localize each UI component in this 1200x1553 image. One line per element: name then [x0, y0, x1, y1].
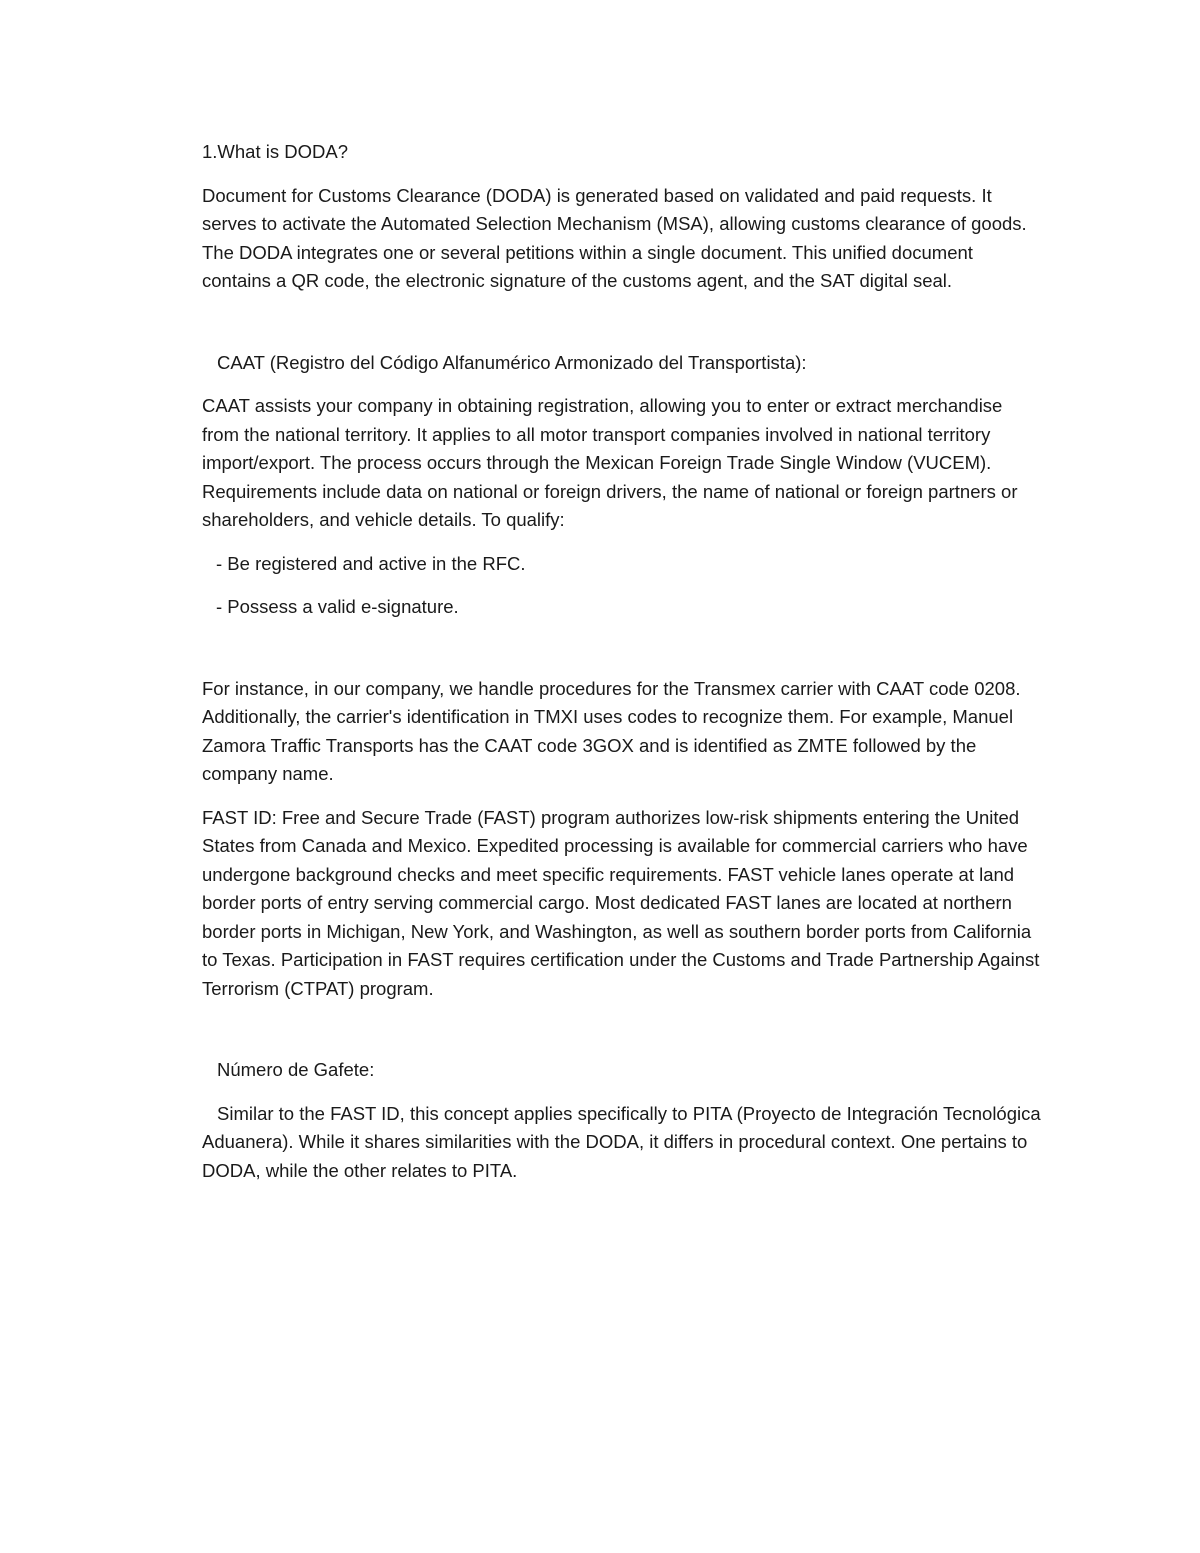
document-page	[202, 138, 1042, 1200]
example-paragraph: For instance, in our company, we handle procedures for the Transmex carrier with CAAT code 0208. Additionally, the carrier's identification in TMXI uses codes to recognize them. For example, Manuel Zamora Traffic Transports has the CAAT code 3GOX and is identified as ZMTE followed by the company name.	[202, 677, 1021, 784]
gafete-paragraph-text: Similar to the FAST ID, this concept applies specifically to PITA (Proyecto de Integración Tecnológica Aduanera). While it shares similarities with the DODA, it differs in procedural context. One pertains to DODA, while the other relates to PITA.	[202, 1102, 1041, 1181]
caat-requirement-esignature: - Possess a valid e-signature.	[216, 596, 459, 617]
fast-paragraph: FAST ID: Free and Secure Trade (FAST) program authorizes low-risk shipments entering the United States from Canada and Mexico. Expedited processing is available for commercial carriers who have undergone background checks and meet specific requirements. FAST vehicle lanes operate at land border ports of entry serving commercial cargo. Most dedicated FAST lanes are located at northern border ports in Michigan, New York, and Washington, as well as southern border ports from California to Texas. Participation in FAST requires certification under the Customs and Trade Partnership Against Terrorism (CTPAT) program.	[202, 806, 1040, 999]
gafete-paragraph	[202, 1100, 1042, 1186]
gafete-heading: Número de Gafete:	[217, 1059, 375, 1080]
doda-paragraph: Document for Customs Clearance (DODA) is generated based on validated and paid requests. It serves to activate the Automated Selection Mechanism (MSA), allowing customs clearance of goods. The DODA integrates one or several petitions within a single document. This unified document contains a QR code, the electronic signature of the customs agent, and the SAT digital seal.	[202, 184, 1027, 291]
caat-heading: CAAT (Registro del Código Alfanumérico Armonizado del Transportista):	[217, 351, 807, 373]
caat-requirement-rfc: - Be registered and active in the RFC.	[216, 552, 526, 574]
caat-paragraph: CAAT assists your company in obtaining registration, allowing you to enter or extract merchandise from the national territory. It applies to all motor transport companies involved in national territory import/export. The process occurs through the Mexican Foreign Trade Single Window (VUCEM). Requirements include data on national or foreign drivers, the name of national or foreign partners or shareholders, and vehicle details. To qualify:	[202, 395, 1018, 530]
doda-heading: 1.What is DODA?	[202, 141, 348, 162]
